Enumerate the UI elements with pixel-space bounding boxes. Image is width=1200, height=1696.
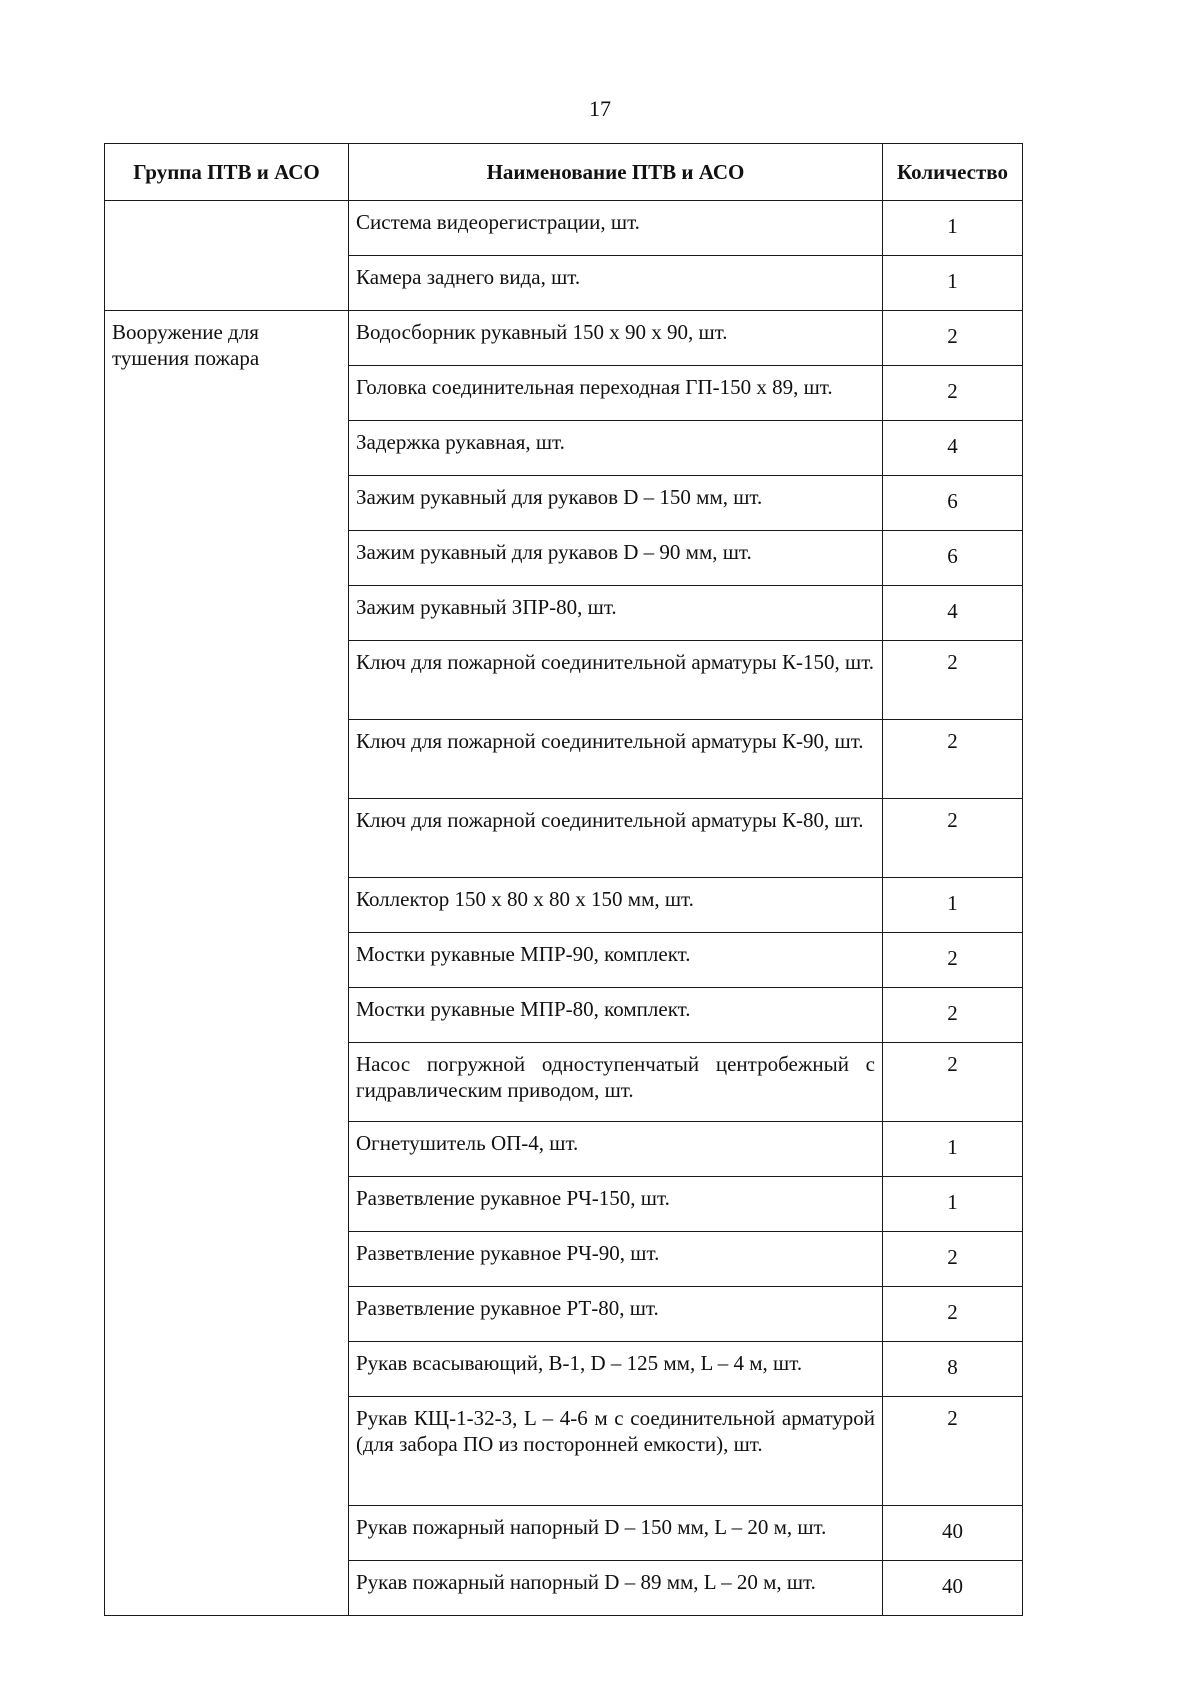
item-name: Зажим рукавный для рукавов D – 90 мм, шт. <box>349 531 883 586</box>
item-qty: 40 <box>883 1561 1023 1616</box>
item-qty: 1 <box>883 1177 1023 1232</box>
item-qty: 2 <box>883 311 1023 366</box>
header-group: Группа ПТВ и АСО <box>105 144 349 201</box>
item-qty: 4 <box>883 421 1023 476</box>
item-name: Ключ для пожарной соединительной арматуры К-150, шт. <box>349 641 883 720</box>
item-name: Рукав КЩ-1-32-3, L – 4-6 м с соединительной арматурой (для забора ПО из посторонней емкости), шт. <box>349 1397 883 1506</box>
item-qty: 1 <box>883 256 1023 311</box>
item-qty: 2 <box>883 720 1023 799</box>
item-qty: 1 <box>883 878 1023 933</box>
item-name: Система видеорегистрации, шт. <box>349 201 883 256</box>
item-name: Рукав пожарный напорный D – 150 мм, L – 20 м, шт. <box>349 1506 883 1561</box>
table-row <box>105 201 1023 256</box>
table-row <box>105 311 1023 366</box>
item-name: Ключ для пожарной соединительной арматуры К-80, шт. <box>349 799 883 878</box>
item-name: Ключ для пожарной соединительной арматуры К-90, шт. <box>349 720 883 799</box>
item-qty: 2 <box>883 641 1023 720</box>
item-name: Разветвление рукавное РЧ-90, шт. <box>349 1232 883 1287</box>
item-name: Рукав пожарный напорный D – 89 мм, L – 20 м, шт. <box>349 1561 883 1616</box>
item-qty: 6 <box>883 476 1023 531</box>
item-name: Рукав всасывающий, В-1, D – 125 мм, L – 4 м, шт. <box>349 1342 883 1397</box>
item-qty: 2 <box>883 366 1023 421</box>
item-qty: 8 <box>883 1342 1023 1397</box>
header-name: Наименование ПТВ и АСО <box>349 144 883 201</box>
item-qty: 2 <box>883 1397 1023 1506</box>
item-qty: 2 <box>883 1043 1023 1122</box>
item-name: Зажим рукавный для рукавов D – 150 мм, шт. <box>349 476 883 531</box>
item-name: Коллектор 150 х 80 х 80 х 150 мм, шт. <box>349 878 883 933</box>
item-name: Зажим рукавный ЗПР-80, шт. <box>349 586 883 641</box>
item-qty: 2 <box>883 933 1023 988</box>
item-name: Камера заднего вида, шт. <box>349 256 883 311</box>
group-cell: Вооружение для тушения пожара <box>105 311 349 1616</box>
item-qty: 1 <box>883 201 1023 256</box>
group-cell-empty <box>105 201 349 311</box>
item-qty: 1 <box>883 1122 1023 1177</box>
item-name: Водосборник рукавный 150 х 90 х 90, шт. <box>349 311 883 366</box>
item-name: Мостки рукавные МПР-90, комплект. <box>349 933 883 988</box>
item-name: Задержка рукавная, шт. <box>349 421 883 476</box>
item-name: Разветвление рукавное РТ-80, шт. <box>349 1287 883 1342</box>
item-name: Огнетушитель ОП-4, шт. <box>349 1122 883 1177</box>
item-name: Насос погружной одноступенчатый центробежный с гидравлическим приводом, шт. <box>349 1043 883 1122</box>
item-qty: 6 <box>883 531 1023 586</box>
item-name: Мостки рукавные МПР-80, комплект. <box>349 988 883 1043</box>
item-name: Разветвление рукавное РЧ-150, шт. <box>349 1177 883 1232</box>
item-qty: 2 <box>883 988 1023 1043</box>
item-qty: 40 <box>883 1506 1023 1561</box>
item-qty: 2 <box>883 799 1023 878</box>
table-header-row <box>105 144 1023 201</box>
item-qty: 2 <box>883 1232 1023 1287</box>
item-qty: 4 <box>883 586 1023 641</box>
equipment-table <box>104 143 1023 1616</box>
item-name: Головка соединительная переходная ГП-150 х 89, шт. <box>349 366 883 421</box>
item-qty: 2 <box>883 1287 1023 1342</box>
header-qty: Количество <box>883 144 1023 201</box>
page-number: 17 <box>589 96 611 121</box>
